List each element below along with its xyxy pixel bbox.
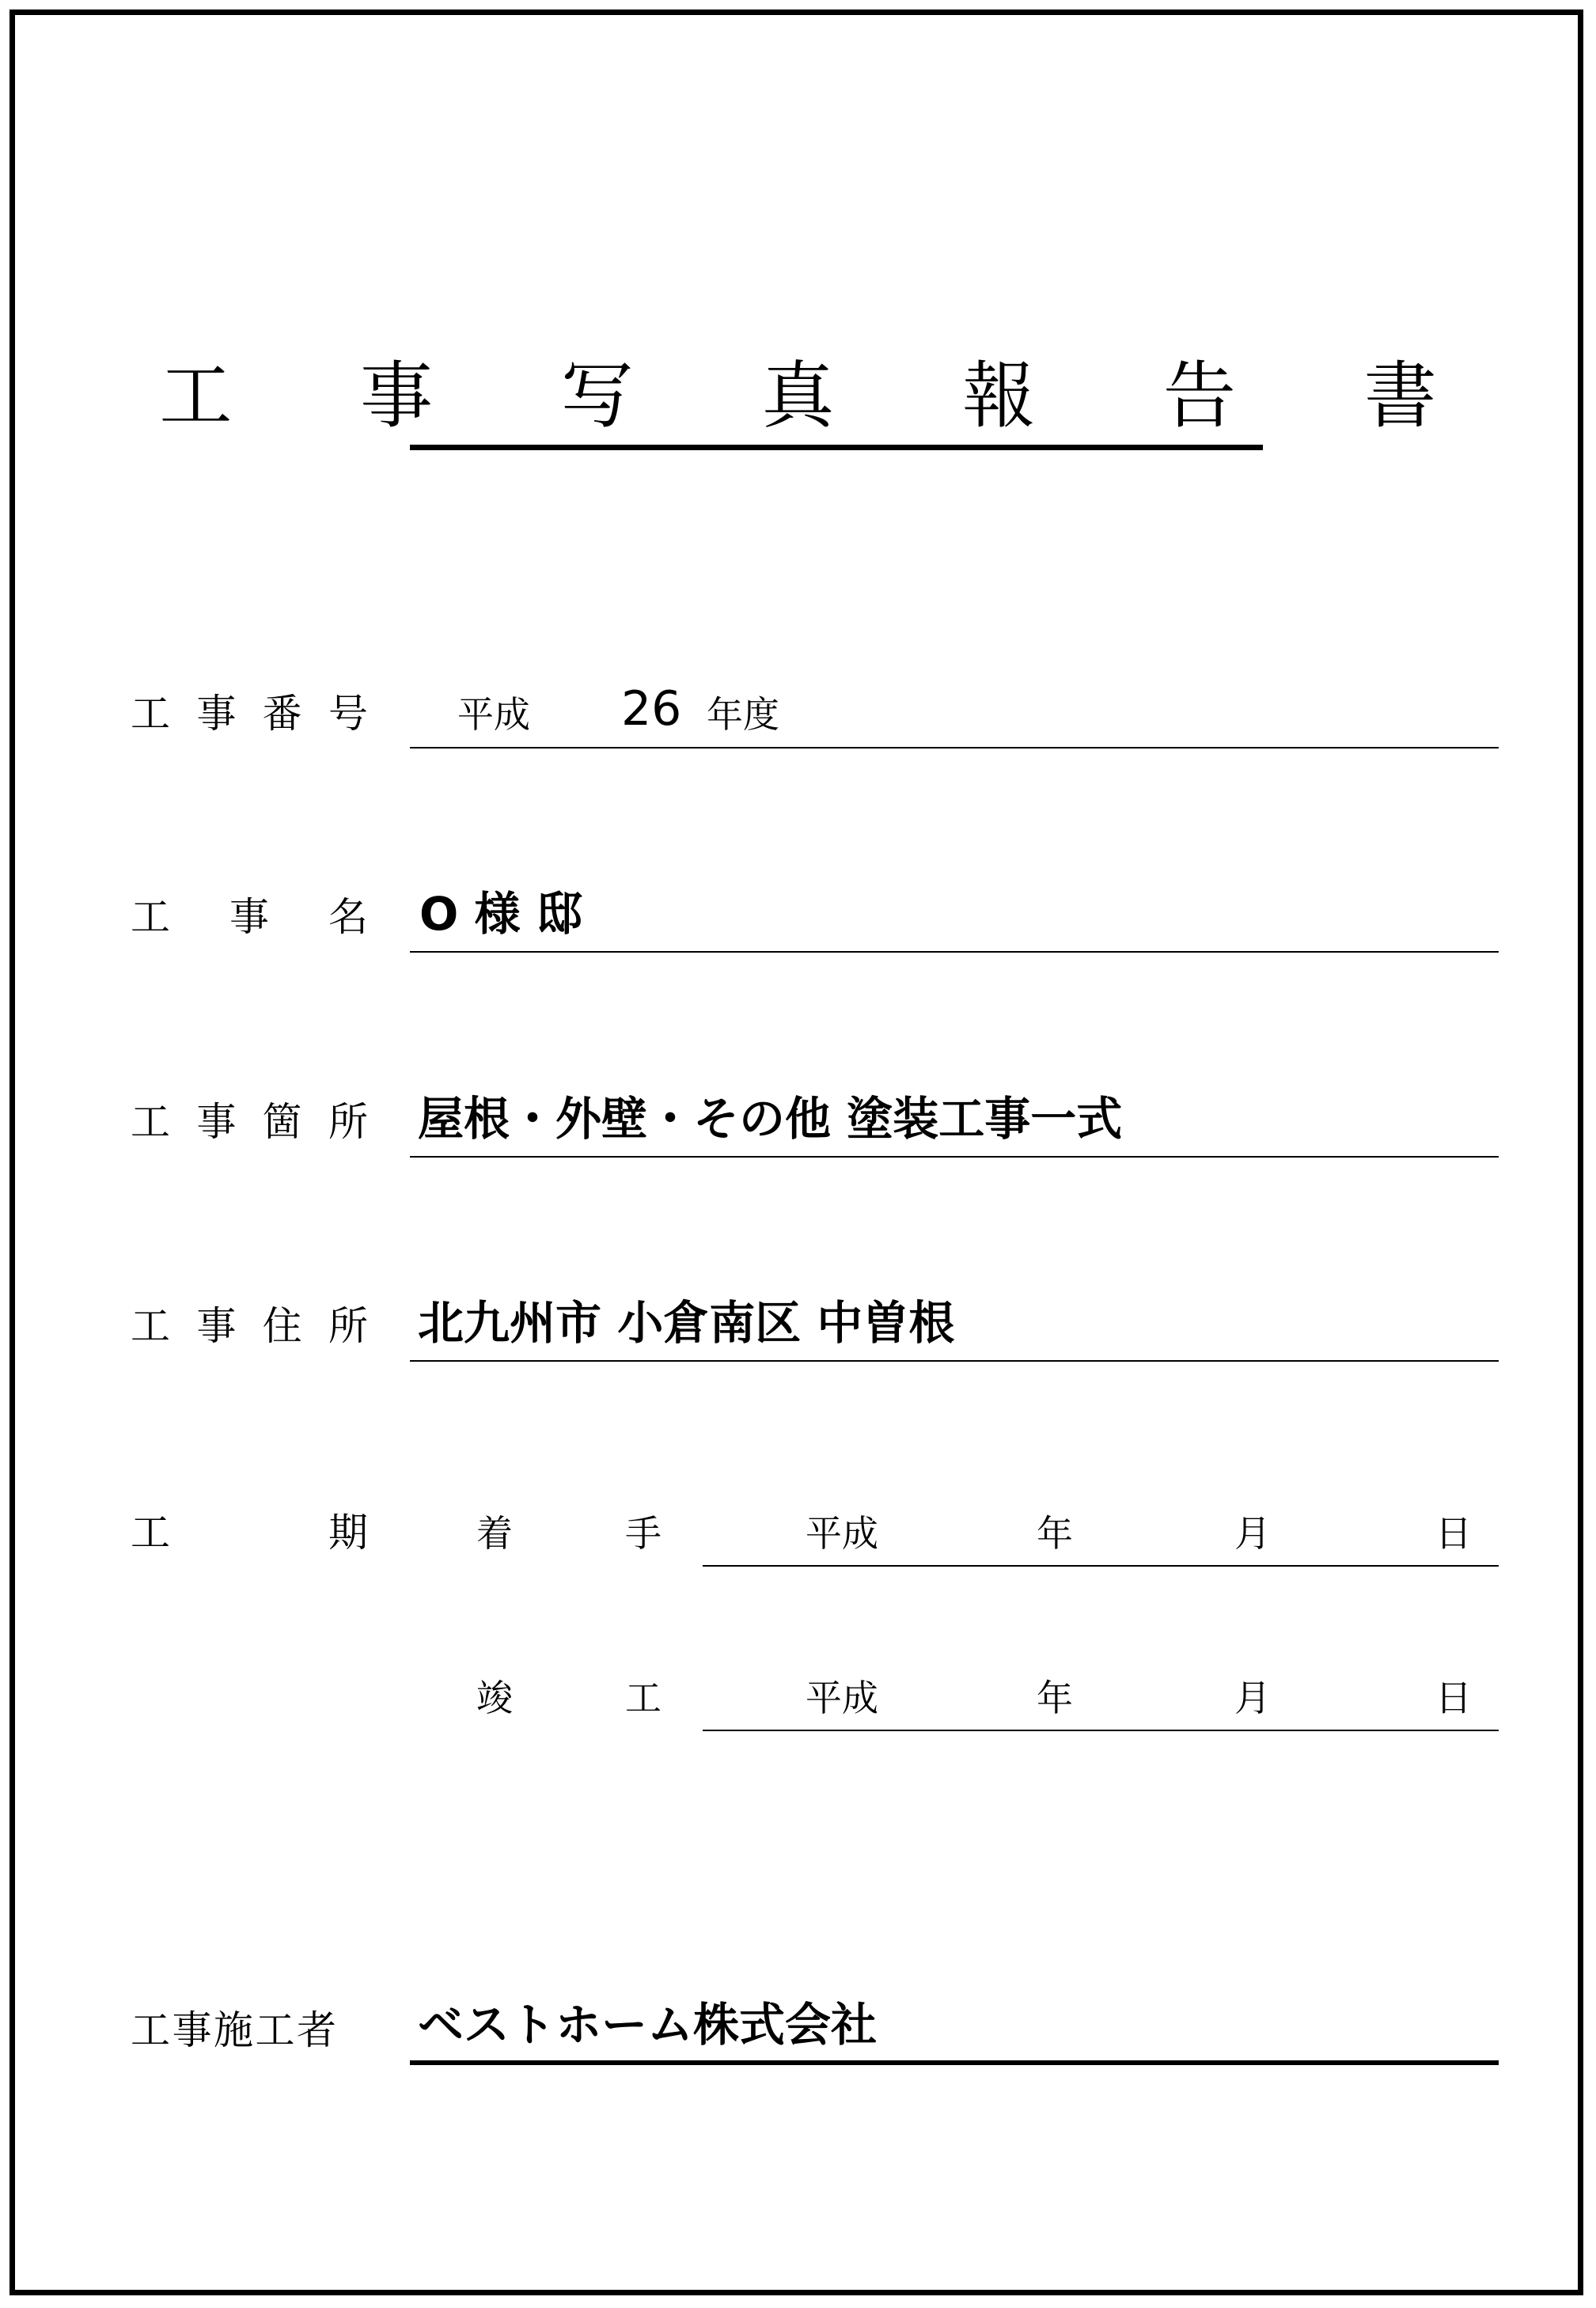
label-char: 工	[131, 1303, 170, 1349]
work-address-label	[131, 1303, 368, 1349]
contractor-rule	[410, 2060, 1499, 2065]
end-era: 平成	[806, 1677, 878, 1719]
label-char: 工	[131, 1099, 170, 1145]
work-address-value: 北九州市 小倉南区 中曽根	[418, 1296, 955, 1350]
start-label-char: 手	[625, 1512, 662, 1555]
era-label: 平成	[457, 693, 530, 736]
work-location-value: 屋根・外壁・その他 塗装工事一式	[418, 1092, 1123, 1146]
year-value: 26	[621, 681, 682, 737]
start-date-rule	[703, 1565, 1499, 1567]
label-char: 号	[328, 691, 368, 737]
label-char: 番	[262, 691, 302, 737]
page-border	[9, 9, 1583, 2295]
title-underline	[410, 445, 1263, 450]
label-char: 箇	[262, 1099, 302, 1145]
work-name-value: O 様 邸	[419, 887, 582, 941]
start-era: 平成	[806, 1512, 878, 1555]
contractor-value: ベストホーム株式会社	[418, 1998, 878, 2052]
end-date-rule	[703, 1730, 1499, 1731]
label-char: 工	[131, 894, 170, 940]
label-char: 住	[262, 1303, 302, 1349]
end-label-char: 工	[625, 1677, 662, 1719]
label-char: 工	[131, 1510, 170, 1556]
end-year: 年	[1037, 1677, 1073, 1719]
label-char: 工	[131, 691, 170, 737]
end-month: 月	[1234, 1677, 1271, 1719]
document-title: 工 事 写 真 報 告 書	[159, 354, 1489, 438]
work-number-rule	[410, 747, 1499, 748]
label-char: 事	[196, 1303, 237, 1349]
contractor-label: 工事施工者	[131, 2007, 339, 2053]
label-char: 事	[229, 894, 269, 940]
work-name-rule	[410, 951, 1499, 953]
label-char: 所	[328, 1303, 368, 1349]
work-location-label	[131, 1099, 368, 1145]
label-char: 事	[196, 691, 237, 737]
work-name-label	[131, 894, 368, 940]
year-suffix: 年度	[707, 693, 779, 736]
work-period-label	[131, 1510, 368, 1556]
start-month: 月	[1234, 1512, 1271, 1555]
end-day: 日	[1435, 1677, 1472, 1719]
start-year: 年	[1037, 1512, 1073, 1555]
label-char: 事	[196, 1099, 237, 1145]
work-number-label	[131, 691, 368, 737]
work-location-rule	[410, 1156, 1499, 1158]
work-address-rule	[410, 1360, 1499, 1362]
label-char: 期	[328, 1510, 368, 1556]
label-char: 名	[328, 894, 368, 940]
start-label-char: 着	[476, 1512, 513, 1555]
label-char: 所	[328, 1099, 368, 1145]
start-day: 日	[1435, 1512, 1472, 1555]
end-label-char: 竣	[476, 1677, 513, 1719]
